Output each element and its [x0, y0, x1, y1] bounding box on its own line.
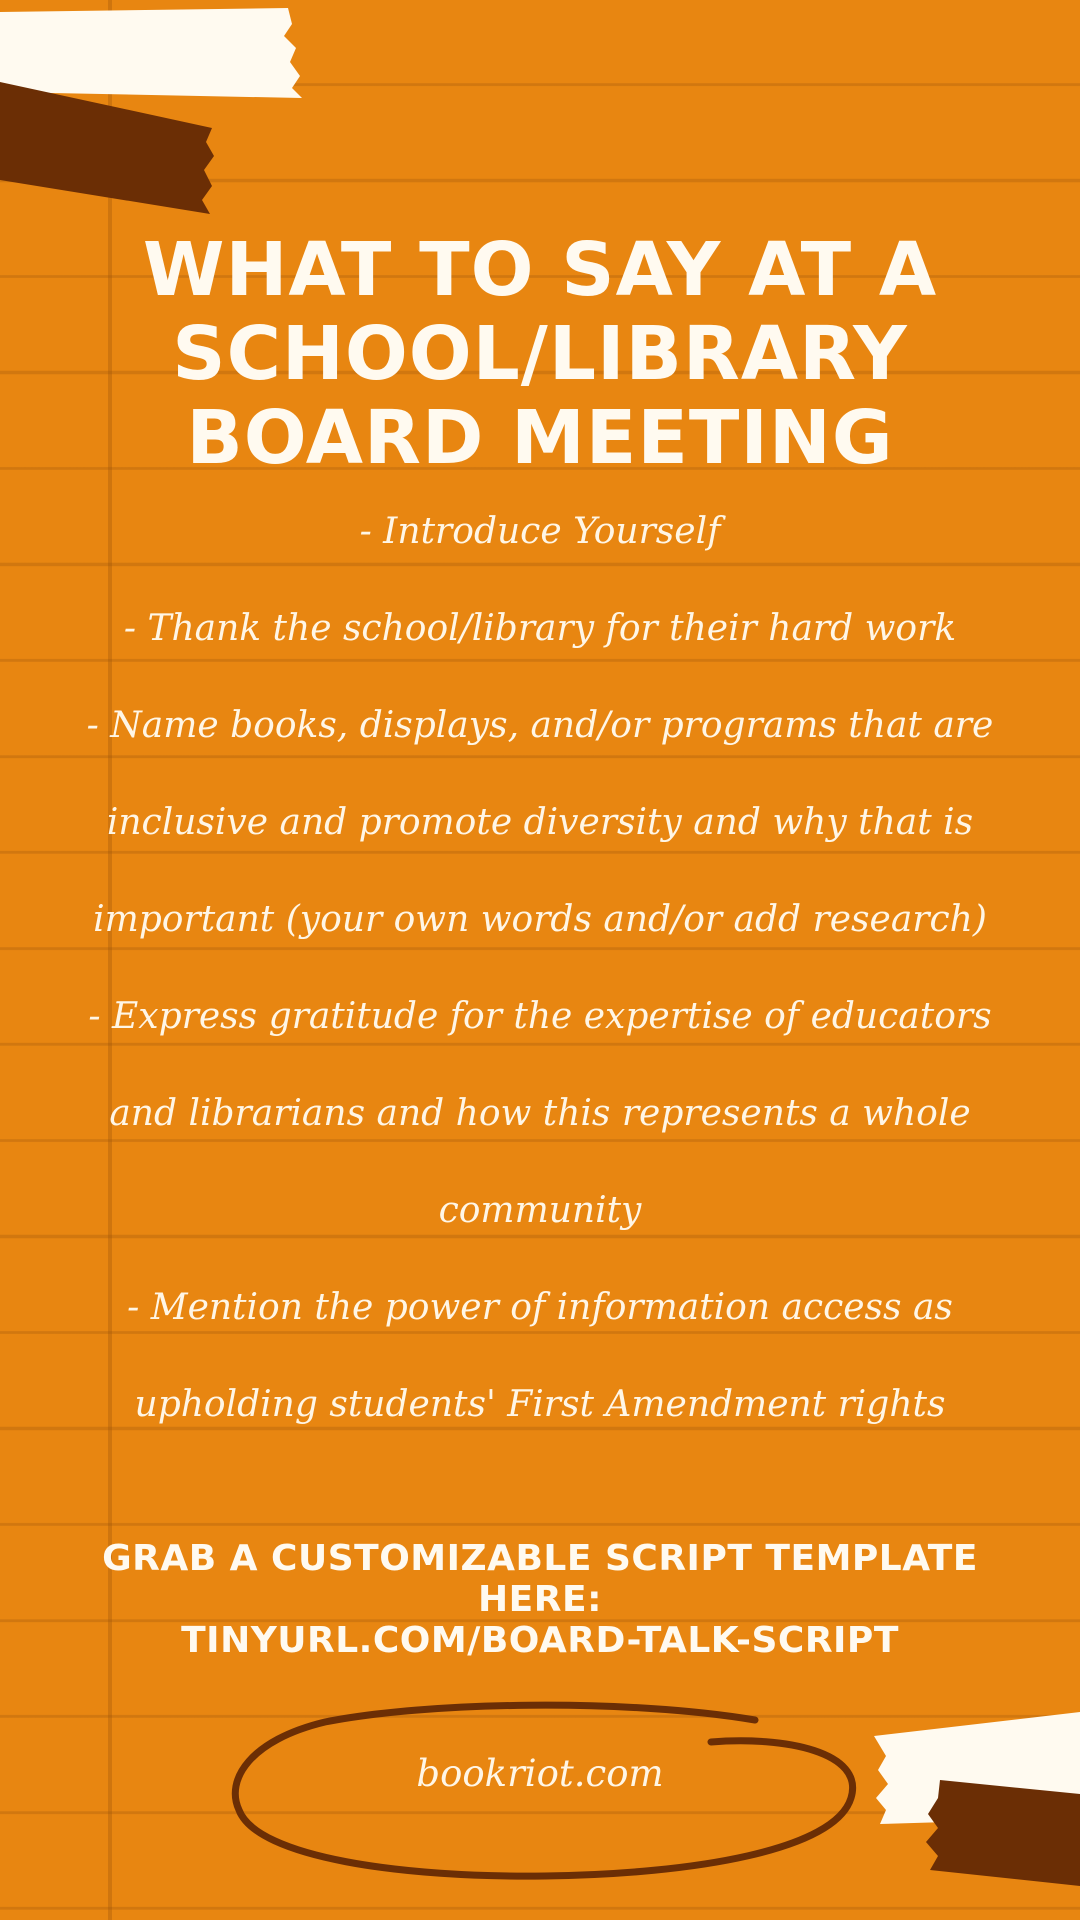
- title-line: WHAT TO SAY AT A: [142, 227, 938, 313]
- talking-point: - Mention the power of information access as: [127, 1287, 953, 1328]
- talking-point: and librarians and how this represents a whole: [109, 1093, 971, 1134]
- brown-tape-top: [0, 82, 214, 214]
- title-line: BOARD MEETING: [186, 395, 894, 481]
- cta-link[interactable]: TINYURL.COM/BOARD-TALK-SCRIPT: [181, 1620, 899, 1661]
- page-title: [60, 228, 1020, 480]
- tape-strips-bottom-right: [860, 1700, 1080, 1900]
- call-to-action: [70, 1538, 1010, 1661]
- talking-point: important (your own words and/or add research): [93, 899, 987, 940]
- site-name-link[interactable]: bookriot.com: [416, 1752, 664, 1795]
- talking-point: - Thank the school/library for their hard work: [123, 608, 957, 649]
- talking-point: inclusive and promote diversity and why that is: [106, 802, 974, 843]
- talking-point: - Express gratitude for the expertise of educators: [88, 996, 992, 1037]
- title-line: SCHOOL/LIBRARY: [172, 311, 908, 397]
- talking-point: community: [438, 1190, 642, 1231]
- talking-point: - Introduce Yourself: [359, 511, 721, 552]
- cta-line: HERE:: [478, 1579, 602, 1620]
- cream-tape-top: [0, 8, 302, 98]
- tape-strips-top-left: [0, 0, 310, 230]
- brown-tape-bottom: [926, 1780, 1080, 1886]
- talking-point: - Name books, displays, and/or programs that are: [86, 705, 994, 746]
- talking-points-list: [40, 483, 1040, 1453]
- cta-line: GRAB A CUSTOMIZABLE SCRIPT TEMPLATE: [102, 1538, 978, 1579]
- talking-point: upholding students' First Amendment rights: [134, 1384, 946, 1425]
